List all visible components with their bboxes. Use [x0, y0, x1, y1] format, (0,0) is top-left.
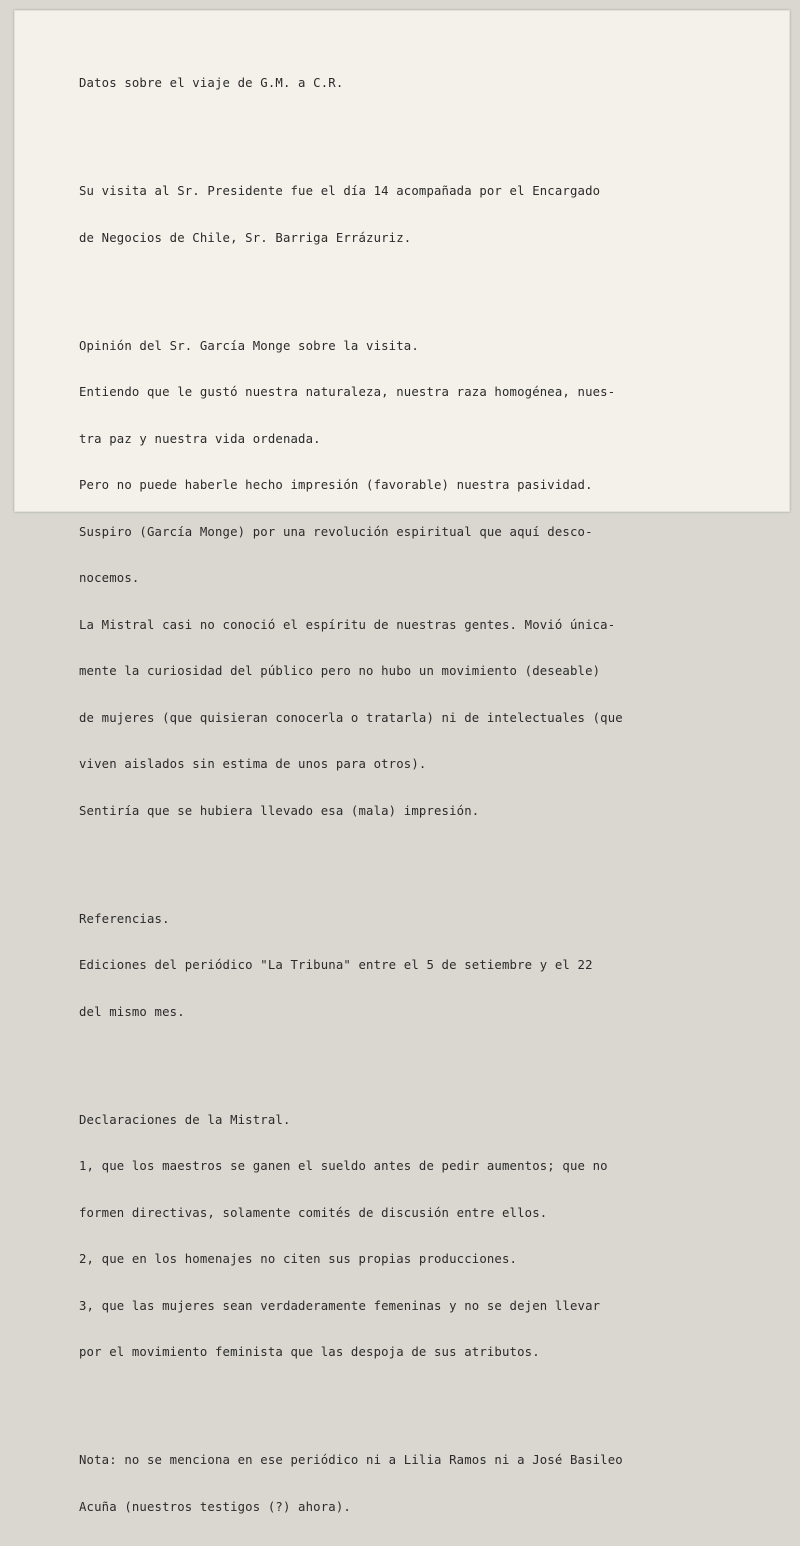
declarations-line: 1, que los maestros se ganen el sueldo antes de pedir aumentos; que no: [79, 1159, 608, 1173]
visit-line-1: Su visita al Sr. Presidente fue el día 14 acompañada por el Encargado: [79, 184, 601, 198]
spacer: [79, 1051, 769, 1066]
document-title: Datos sobre el viaje de G.M. a C.R.: [79, 76, 344, 90]
declarations-line: por el movimiento feminista que las despoja de sus atributos.: [79, 1345, 540, 1359]
opinion-line: Pero no puede haberle hecho impresión (favorable) nuestra pasividad.: [79, 478, 593, 492]
references-line: del mismo mes.: [79, 1004, 185, 1019]
spacer: [79, 123, 769, 138]
opinion-line: La Mistral casi no conoció el espíritu de nuestras gentes. Movió única-: [79, 617, 616, 632]
visit-line-2: de Negocios de Chile, Sr. Barriga Errázuriz.: [79, 230, 412, 245]
opinion-line: Suspiro (García Monge) por una revolución espiritual que aquí desco-: [79, 524, 593, 539]
typewritten-text: [79, 45, 769, 1546]
declarations-line: formen directivas, solamente comités de discusión entre ellos.: [79, 1205, 548, 1220]
typewritten-page: [14, 10, 790, 1514]
declarations-line: 3, que las mujeres sean verdaderamente femeninas y no se dejen llevar: [79, 1298, 601, 1313]
opinion-line: Sentiría que se hubiera llevado esa (mala) impresión.: [79, 803, 480, 818]
spacer: [79, 850, 769, 865]
references-heading: Referencias.: [79, 911, 170, 926]
opinion-line: de mujeres (que quisieran conocerla o tratarla) ni de intelectuales (que: [79, 710, 623, 725]
opinion-line: tra paz y nuestra vida ordenada.: [79, 431, 321, 446]
opinion-line: mente la curiosidad del público pero no hubo un movimiento (deseable): [79, 664, 601, 678]
note-line: Acuña (nuestros testigos (?) ahora).: [79, 1499, 351, 1514]
spacer: [79, 1392, 769, 1407]
opinion-heading: Opinión del Sr. García Monge sobre la visita.: [79, 338, 419, 353]
declarations-heading: Declaraciones de la Mistral.: [79, 1112, 291, 1127]
note-line: Nota: no se menciona en ese periódico ni a Lilia Ramos ni a José Basileo: [79, 1453, 623, 1467]
spacer: [79, 277, 769, 292]
opinion-line: viven aislados sin estima de unos para otros).: [79, 757, 427, 771]
opinion-line: nocemos.: [79, 571, 140, 585]
opinion-line: Entiendo que le gustó nuestra naturaleza, nuestra raza homogénea, nues-: [79, 385, 616, 399]
declarations-line: 2, que en los homenajes no citen sus propias producciones.: [79, 1252, 518, 1266]
references-line: Ediciones del periódico "La Tribuna" entre el 5 de setiembre y el 22: [79, 958, 593, 972]
